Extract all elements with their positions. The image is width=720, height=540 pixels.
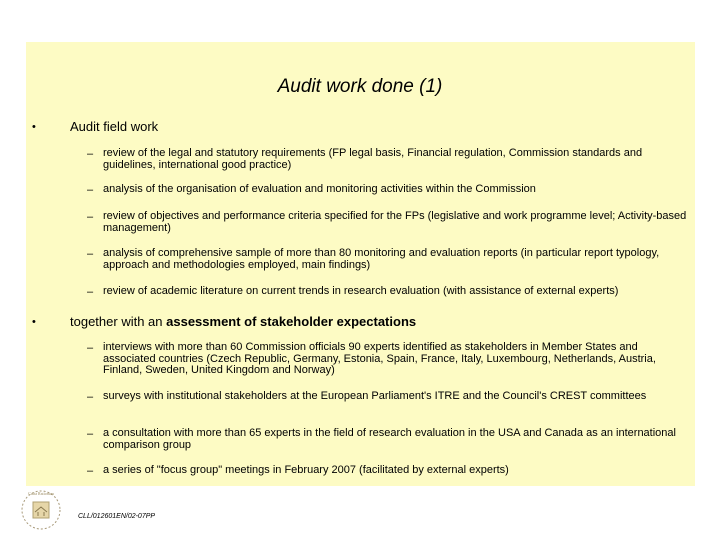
bullet-marker: • [32, 121, 36, 133]
section-heading-stakeholder-expectations [70, 314, 416, 329]
list-item: surveys with institutional stakeholders at the European Parliament's ITRE and the Council's CREST committees [103, 390, 647, 402]
list-item: a series of "focus group" meetings in February 2007 (facilitated by external experts) [103, 464, 509, 476]
list-item: review of objectives and performance criteria specified for the FPs (legislative and work programme level; Activity-based management) [103, 210, 687, 234]
dash-marker: – [87, 184, 94, 196]
list-item: review of the legal and statutory requirements (FP legal basis, Financial regulation, Commission standards and guidelines, international good practice) [103, 147, 643, 171]
list-item: a consultation with more than 65 experts in the field of research evaluation in the USA and Canada as an international comparison group [103, 427, 676, 451]
dash-marker: – [87, 342, 94, 354]
court-of-auditors-logo-icon [14, 486, 68, 534]
heading-prefix: together with an [70, 314, 167, 329]
list-item: interviews with more than 60 Commission officials 90 experts identified as stakeholders in Member States and associated countries (Czech Republic, Germany, Estonia, Spain, France, Italy, Luxembourg, Netherlands, Austria, Finland, Sweden, United Kingdom and Norway) [103, 341, 656, 376]
slide-title: Audit work done (1) [277, 76, 443, 97]
dash-marker: – [87, 248, 94, 260]
dash-marker: – [87, 465, 94, 477]
dash-marker: – [87, 428, 94, 440]
logo-text: Curia Rationum [28, 491, 54, 496]
dash-marker: – [87, 391, 94, 403]
dash-marker: – [87, 148, 94, 160]
list-item: analysis of the organisation of evaluation and monitoring activities within the Commission [103, 183, 536, 195]
document-reference: CLL/012601EN/02-07PP [78, 513, 156, 520]
bullet-marker: • [32, 316, 36, 328]
dash-marker: – [87, 211, 94, 223]
heading-bold: assessment of stakeholder expectations [166, 314, 417, 329]
list-item: analysis of comprehensive sample of more than 80 monitoring and evaluation reports (in particular report typology, approach and methodologies employed, main findings) [103, 247, 660, 271]
dash-marker: – [87, 286, 94, 298]
list-item: review of academic literature on current trends in research evaluation (with assistance of external experts) [103, 285, 619, 297]
section-heading-audit-field-work: Audit field work [70, 119, 159, 134]
